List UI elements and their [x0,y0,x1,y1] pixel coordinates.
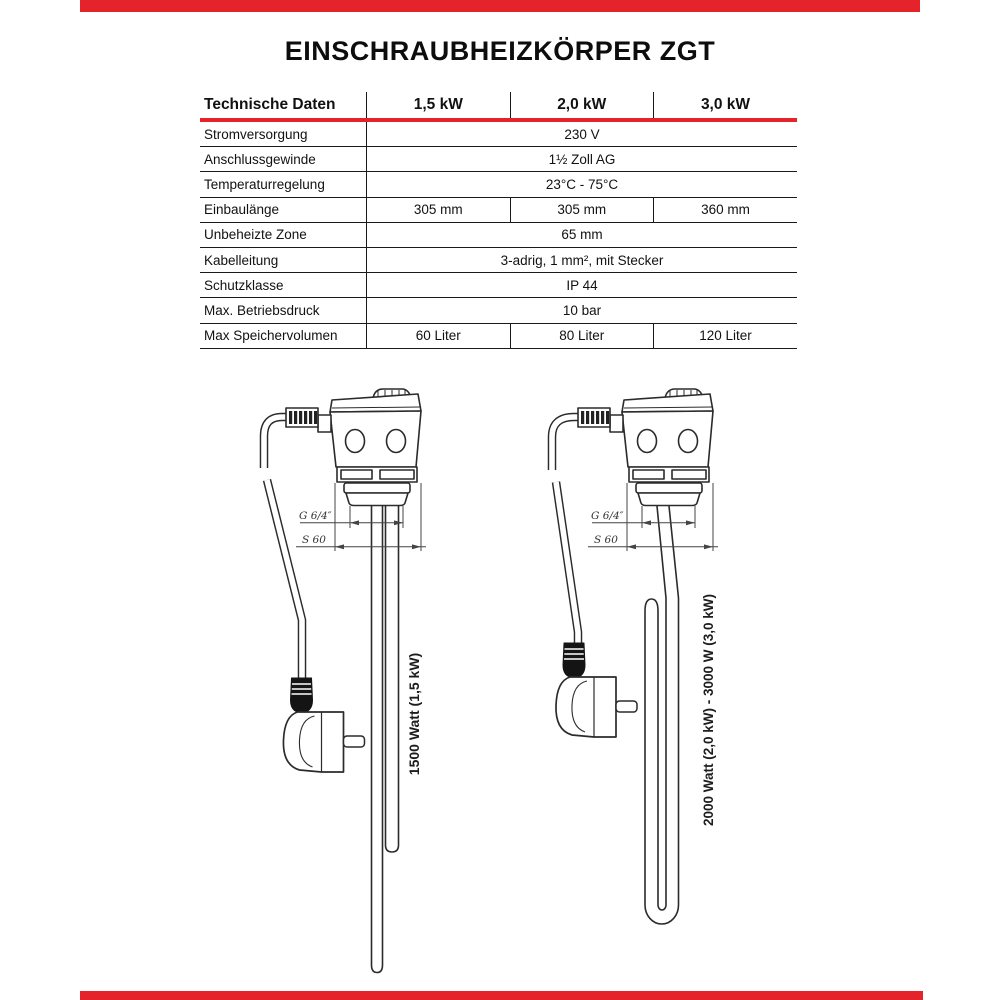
bottom-accent-bar [80,991,923,1000]
row-label: Max. Betriebsdruck [200,298,367,323]
row-label: Max Speichervolumen [200,323,367,348]
wrench-dimension-label: S 60 [594,534,618,546]
row-value: 65 mm [367,222,797,247]
row-value: IP 44 [367,273,797,298]
thermostat-head [286,389,421,506]
wrench-dimension-label: S 60 [302,534,326,546]
heating-element-loop [645,506,679,924]
row-value: 10 bar [367,298,797,323]
row-label: Stromversorgung [200,120,367,147]
row-label: Einbaulänge [200,197,367,222]
thread-dimension-label: G 6/4″ [299,510,332,522]
row-value: 120 Liter [653,323,797,348]
right-caption: 2000 Watt (2,0 kW) - 3000 W (3,0 kW) [701,593,716,827]
row-value: 305 mm [510,197,653,222]
row-value: 80 Liter [510,323,653,348]
row-value: 230 V [367,120,797,147]
row-value: 1½ Zoll AG [367,147,797,172]
header-label: Technische Daten [200,92,367,120]
row-label: Anschlussgewinde [200,147,367,172]
schuko-plug [283,678,364,772]
heater-drawing-left [264,389,426,973]
header-col-2: 2,0 kW [510,92,653,120]
row-value: 305 mm [367,197,510,222]
row-value: 360 mm [653,197,797,222]
thermostat-head [578,389,713,506]
heating-rod [372,506,399,973]
row-label: Temperaturregelung [200,172,367,197]
row-label: Schutzklasse [200,273,367,298]
header-col-1: 1,5 kW [367,92,510,120]
row-value: 60 Liter [367,323,510,348]
power-cable [552,417,600,646]
heater-drawing-right [552,389,718,924]
row-label: Unbeheizte Zone [200,222,367,247]
thread-dimension-label: G 6/4″ [591,510,624,522]
row-label: Kabelleitung [200,247,367,272]
schuko-plug [556,643,637,737]
power-cable [264,417,308,680]
left-caption: 1500 Watt (1,5 kW) [406,652,422,776]
row-value: 3-adrig, 1 mm², mit Stecker [367,247,797,272]
header-col-3: 3,0 kW [653,92,797,120]
page-title: EINSCHRAUBHEIZKÖRPER ZGT [284,36,716,66]
row-value: 23°C - 75°C [367,172,797,197]
